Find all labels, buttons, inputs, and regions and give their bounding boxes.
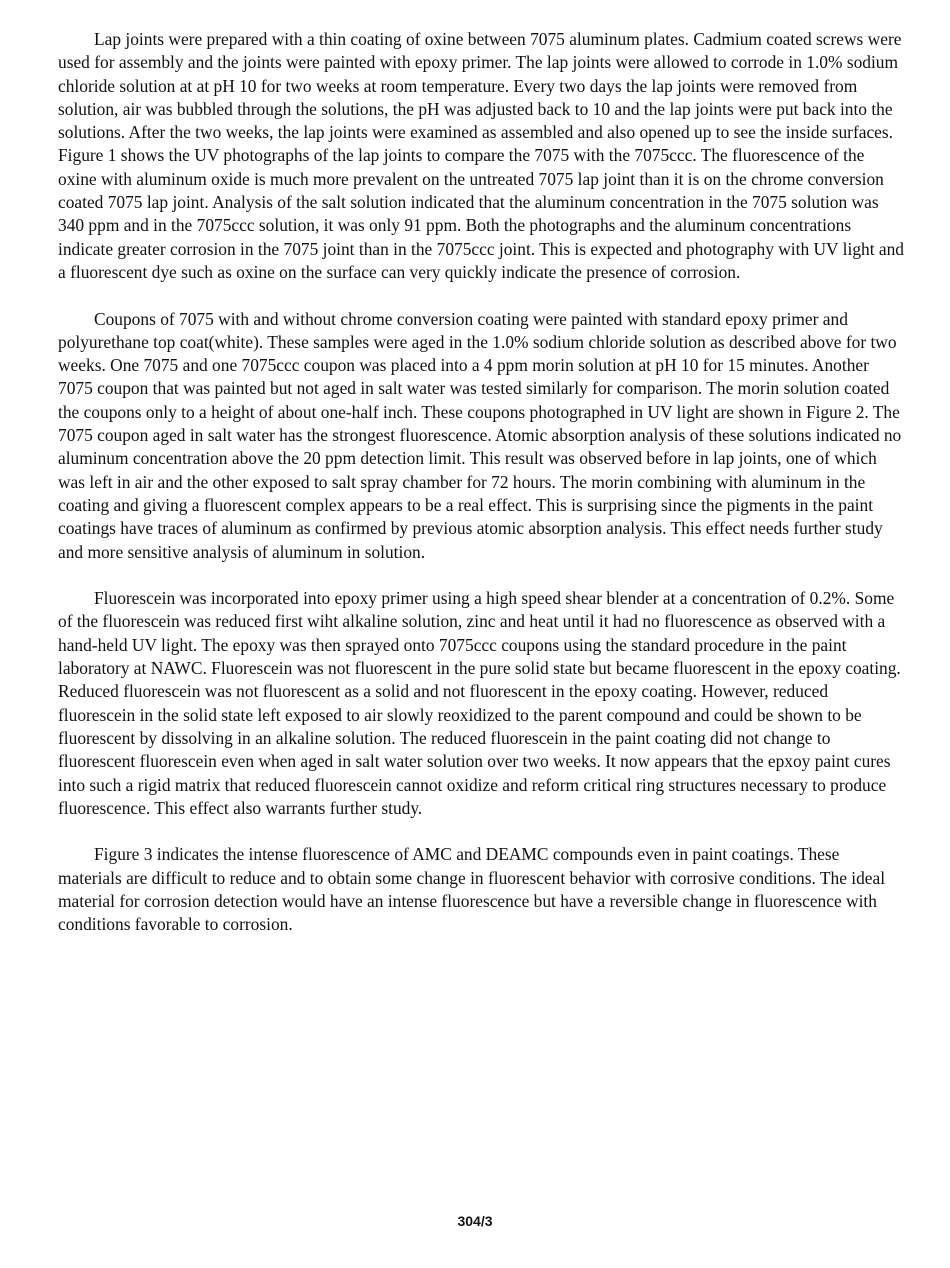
paragraph-figure-3: Figure 3 indicates the intense fluorescence of AMC and DEAMC compounds even in paint coatings. These materials are difficult to reduce and to obtain some change in fluorescent behavior with corrosive conditions. The ideal material for corrosion detection would have an intense fluorescence but have a reversible change in fluorescence with conditions favorable to corrosion. bbox=[58, 844, 886, 935]
paragraph-coupons: Coupons of 7075 with and without chrome conversion coating were painted with standard epoxy primer and polyurethane top coat(white). These samples were aged in the 1.0% sodium chloride solution as described above for two weeks. One 7075 and one 7075ccc coupon was placed into a 4 ppm morin solution at pH 10 for 15 minutes. Another 7075 coupon that was painted but not aged in salt water was tested similarly for comparison. The morin solution coated the coupons only to a height of about one-half inch. These coupons photographed in UV light are shown in Figure 2. The 7075 coupon aged in salt water has the strongest fluorescence. Atomic absorption analysis of these solutions indicated no aluminum concentration above the 20 ppm detection limit. This result was observed before in lap joints, one of which was left in air and the other exposed to salt spray chamber for 72 hours. The morin combining with aluminum in the coating and giving a fluorescent complex appears to be a real effect. This is surprising since the pigments in the paint coatings have traces of aluminum as confirmed by previous atomic absorption analysis. This effect needs further study and more sensitive analysis of aluminum in solution. bbox=[58, 308, 902, 562]
paragraph-lap-joints: Lap joints were prepared with a thin coating of oxine between 7075 aluminum plates. Cadmium coated screws were used for assembly and the joints were painted with epoxy primer. The lap joints were allowed to corrode in 1.0% sodium chloride solution at at pH 10 for two weeks at room temperature. Every two days the lap joints were removed from solution, air was bubbled through the solutions, the pH was adjusted back to 10 and the lap joints were put back into the solutions. After the two weeks, the lap joints were examined as assembled and also opened up to see the inside surfaces. Figure 1 shows the UV photographs of the lap joints to compare the 7075 with the 7075ccc. The fluorescence of the oxine with aluminum oxide is much more prevalent on the untreated 7075 lap joint than it is on the chrome conversion coated 7075 lap joint. Analysis of the salt solution indicated that the aluminum concentration in the 7075 solution was 340 ppm and in the 7075ccc solution, it was only 91 ppm. Both the photographs and the aluminum concentrations indicate greater corrosion in the 7075 joint than in the 7075ccc joint. This is expected and photography with UV light and a fluorescent dye such as oxine on the surface can very quickly indicate the presence of corrosion. bbox=[58, 29, 904, 282]
paragraph-fluorescein: Fluorescein was incorporated into epoxy primer using a high speed shear blender at a concentration of 0.2%. Some of the fluorescein was reduced first wiht alkaline solution, zinc and heat until it had no fluorescence as observed with a hand-held UV light. The epoxy was then sprayed onto 7075ccc coupons using the standard procedure in the paint laboratory at NAWC. Fluorescein was not fluorescent in the pure solid state but became fluorescent in the epoxy coating. Reduced fluorescein was not fluorescent as a solid and not fluorescent in the epoxy coating. However, reduced fluorescein in the solid state left exposed to air slowly reoxidized to the parent compound and could be shown to be fluorescent by dissolving in an alkaline solution. The reduced fluorescein in the paint coating did not change to fluorescent fluorescein even when aged in salt water solution over two weeks. It now appears that the epxoy paint cures into such a rigid matrix that reduced fluorescein cannot oxidize and reform critical ring structures necessary to produce fluorescence. This effect also warrants further study. bbox=[58, 588, 901, 818]
page-number: 304/3 bbox=[457, 1213, 493, 1229]
body-text bbox=[58, 28, 904, 960]
